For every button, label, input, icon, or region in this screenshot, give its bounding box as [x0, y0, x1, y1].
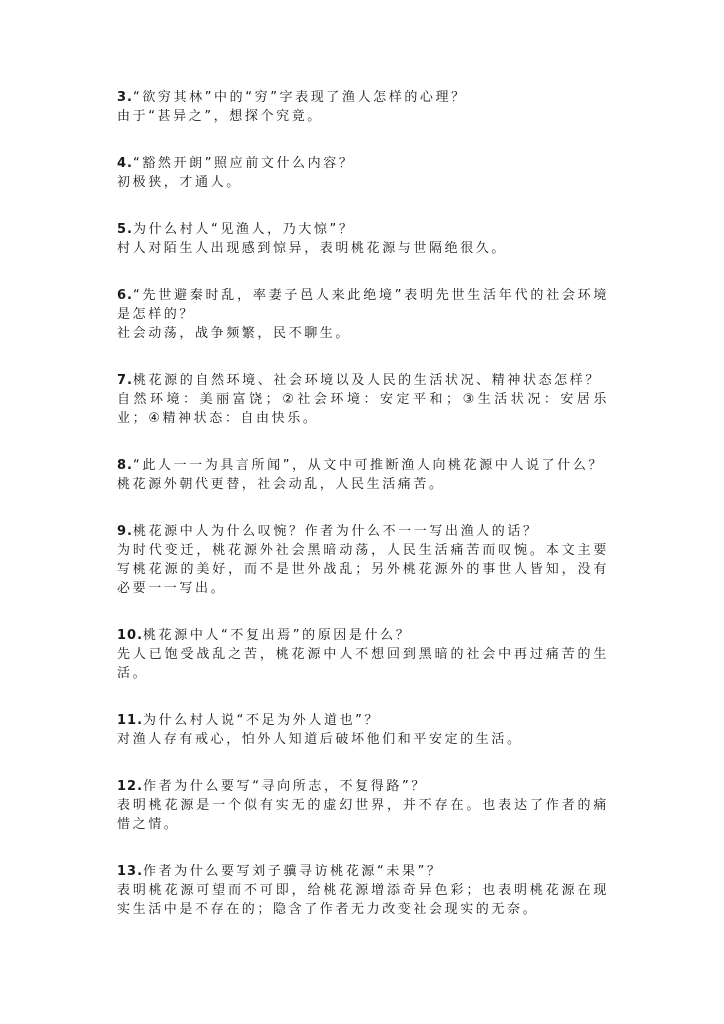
answer-text: 村人对陌生人出现感到惊异，表明桃花源与世隔绝很久。	[117, 241, 508, 256]
question-number: 12.	[117, 779, 144, 794]
answer-text: 桃花源外朝代更替，社会动乱，人民生活痛苦。	[117, 477, 445, 492]
question-body: 作者为什么要写“寻向所志，不复得路”？	[143, 779, 427, 794]
question-number: 4.	[117, 156, 133, 171]
question-number: 3.	[117, 90, 133, 105]
question-body: “先世避秦时乱，率妻子邑人来此绝境”表明先世生活年代的社会环境是怎样的？	[117, 288, 609, 322]
question-body: 桃花源中人“不复出焉”的原因是什么？	[143, 628, 412, 643]
qa-item-6	[117, 286, 609, 343]
qa-document	[117, 88, 609, 947]
answer-text: 先人已饱受战乱之苦，桃花源中人不想回到黑暗的社会中再过痛苦的生活。	[117, 647, 609, 681]
question-text	[117, 88, 609, 107]
question-text	[117, 456, 609, 475]
question-number: 7.	[117, 373, 133, 388]
qa-item-11	[117, 711, 609, 749]
question-text	[117, 522, 609, 541]
question-body: 为什么村人“见渔人，乃大惊”？	[132, 222, 355, 237]
question-body: “此人一一为具言所闻”，从文中可推断渔人向桃花源中人说了什么？	[132, 458, 605, 473]
answer-text: 社会动荡，战争频繁，民不聊生。	[117, 326, 352, 341]
question-text	[117, 626, 609, 645]
question-text	[117, 777, 609, 796]
question-body: “豁然开朗”照应前文什么内容？	[132, 156, 355, 171]
question-text	[117, 862, 609, 881]
question-number: 8.	[117, 458, 133, 473]
qa-item-3	[117, 88, 609, 126]
question-number: 5.	[117, 222, 133, 237]
question-body: “欲穷其林”中的“穷”字表现了渔人怎样的心理？	[132, 90, 467, 105]
qa-item-7	[117, 371, 609, 428]
qa-item-8	[117, 456, 609, 494]
question-text	[117, 711, 609, 730]
qa-item-10	[117, 626, 609, 683]
answer-text: 为时代变迁，桃花源外社会黑暗动荡，人民生活痛苦而叹惋。本文主要写桃花源的美好，而不是世外战乱；另外桃花源外的事世人皆知，没有必要一一写出。	[117, 543, 609, 596]
question-number: 6.	[117, 288, 133, 303]
question-number: 11.	[117, 713, 144, 728]
question-text	[117, 371, 609, 390]
question-text	[117, 220, 609, 239]
qa-item-4	[117, 154, 609, 192]
question-number: 9.	[117, 524, 133, 539]
question-number: 13.	[117, 864, 144, 879]
answer-text: 由于“甚异之”，想探个究竟。	[117, 109, 323, 124]
answer-text: 表明桃花源是一个似有实无的虚幻世界，并不存在。也表达了作者的痛惜之情。	[117, 798, 609, 832]
question-body: 作者为什么要写刘子骥寻访桃花源“未果”？	[143, 864, 443, 879]
qa-item-9	[117, 522, 609, 598]
answer-text: 对渔人存有戒心，怕外人知道后破坏他们和平安定的生活。	[117, 732, 523, 747]
question-text	[117, 286, 609, 324]
question-body: 桃花源的自然环境、社会环境以及人民的生活状况、精神状态怎样？	[132, 373, 601, 388]
qa-item-13	[117, 862, 609, 919]
answer-text: 自然环境：美丽富饶；②社会环境：安定平和；③生活状况：安居乐业；④精神状态：自由快乐。	[117, 392, 609, 426]
answer-text: 表明桃花源可望而不可即，给桃花源增添奇异色彩；也表明桃花源在现实生活中是不存在的；隐含了作者无力改变社会现实的无奈。	[117, 883, 609, 917]
qa-item-12	[117, 777, 609, 834]
question-body: 为什么村人说“不足为外人道也”？	[143, 713, 381, 728]
question-number: 10.	[117, 628, 144, 643]
answer-text: 初极狭，才通人。	[117, 175, 242, 190]
question-body: 桃花源中人为什么叹惋？作者为什么不一一写出渔人的话？	[132, 524, 539, 539]
question-text	[117, 154, 609, 173]
qa-item-5	[117, 220, 609, 258]
